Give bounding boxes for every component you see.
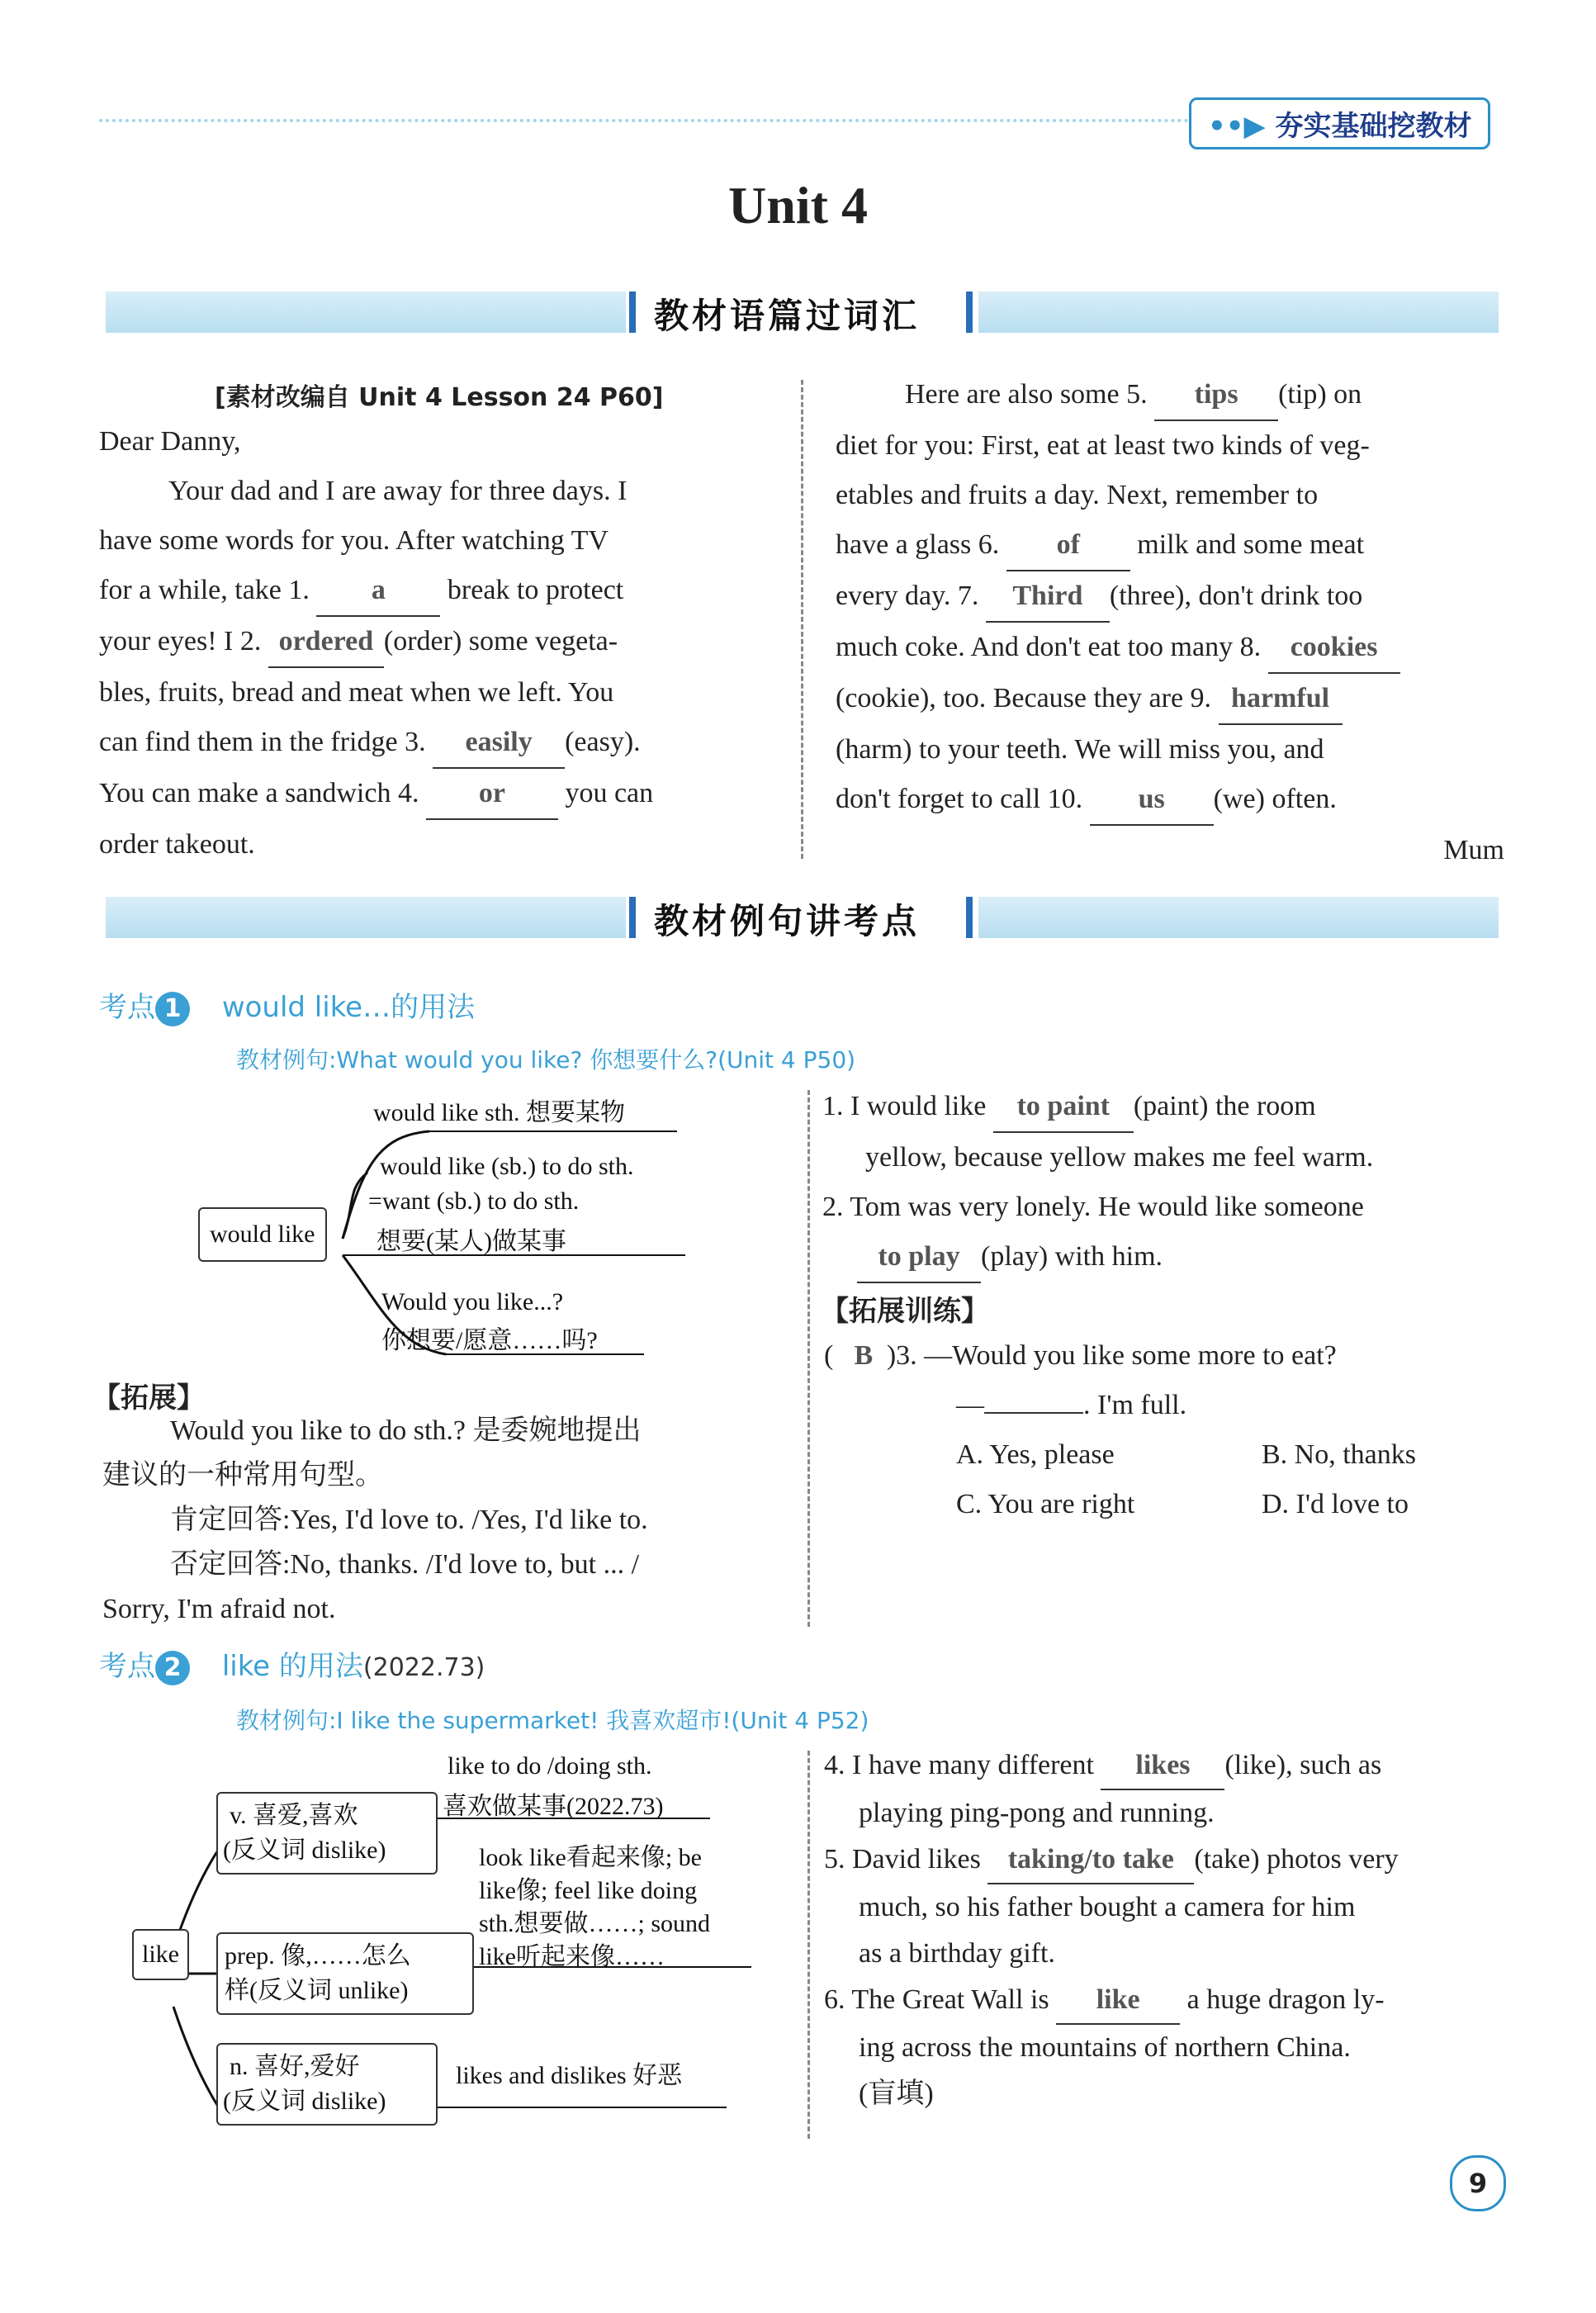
mindmap2-prep-b: like像; feel like doing [479, 1877, 698, 1904]
noun-antonym: (反义词 dislike) [223, 2088, 386, 2115]
text: (we) often. [1213, 784, 1337, 814]
letter-line [836, 421, 1513, 471]
question-3-reply [824, 1381, 1518, 1430]
answer-blank: us [1090, 775, 1214, 826]
letter-left [99, 467, 768, 870]
kaodian2-questions [824, 1742, 1518, 2117]
mindmap2-verb-box [216, 1792, 438, 1875]
question-4 [824, 1742, 1518, 1790]
header-dotted-rule [99, 119, 1189, 122]
letter-line [99, 516, 768, 566]
paren: ) [886, 1340, 897, 1371]
letter-line [836, 623, 1513, 674]
text: 5. David likes [824, 1844, 981, 1875]
column-divider [807, 1090, 810, 1627]
section1-band-right [978, 291, 1499, 333]
answer-blank: cookies [1268, 623, 1400, 674]
text: don't forget to call 10. [836, 784, 1083, 814]
mindmap2-verb-a: like to do /doing sth. [448, 1752, 652, 1780]
text: (like), such as [1224, 1750, 1382, 1780]
text: (take) photos very [1194, 1844, 1399, 1875]
mindmap1-branch1: would like sth. 想要某物 [373, 1099, 625, 1126]
section1-title: 教材语篇过词汇 [654, 296, 921, 336]
header-tag-text: 夯实基础挖教材 [1275, 110, 1472, 143]
text: every day. 7. [836, 581, 979, 611]
section2-title: 教材例句讲考点 [654, 901, 921, 941]
verb-meaning: v. 喜爱,喜欢 [230, 1802, 358, 1829]
extension-line: 肯定回答:Yes, I'd love to. /Yes, I'd like to. [170, 1505, 648, 1535]
page-number: 9 [1468, 2168, 1488, 2199]
mindmap1-branch2a: would like (sb.) to do sth. [380, 1153, 634, 1180]
question-1 [822, 1082, 1516, 1133]
mindmap1-branch3b: 你想要/愿意……吗? [381, 1327, 598, 1354]
verb-antonym: (反义词 dislike) [223, 1837, 386, 1864]
text: order takeout. [99, 829, 255, 860]
question-6 [824, 1977, 1518, 2025]
answer-blank: tips [1154, 370, 1278, 421]
text: bles, fruits, bread and meat when we left. You [99, 677, 614, 708]
options-row [824, 1430, 1518, 1480]
mindmap1-center: would like [198, 1207, 327, 1262]
page-title: Unit 4 [728, 176, 868, 235]
prep-antonym: 样(反义词 unlike) [225, 1977, 409, 2004]
question-2: 2. Tom was very lonely. He would like someone [822, 1192, 1364, 1222]
letter-line [836, 520, 1513, 571]
option-c: C. You are right [956, 1489, 1135, 1519]
letter-line [99, 820, 768, 870]
text: 4. I have many different [824, 1750, 1094, 1780]
section2-band-right [978, 897, 1499, 938]
kaodian-topic: like 的用法 [221, 1650, 363, 1683]
text: — [956, 1390, 984, 1420]
text: (three), don't drink too [1109, 581, 1363, 611]
answer-blank: easily [433, 718, 565, 769]
extension-heading: 【拓展】 [92, 1382, 205, 1415]
text: etables and fruits a day. Next, remember to [836, 480, 1319, 510]
text: You can make a sandwich 4. [99, 778, 419, 808]
question-5-cont: as a birthday gift. [859, 1938, 1055, 1969]
text: a huge dragon ly- [1186, 1984, 1385, 2015]
kaodian-label: 考点 [99, 991, 155, 1024]
answer-blank: to play [857, 1232, 981, 1283]
text: (play) with him. [981, 1241, 1163, 1272]
text: break to protect [447, 575, 624, 605]
letter-right [836, 370, 1513, 875]
signature: Mum [1443, 835, 1504, 865]
section2-band-left [106, 897, 626, 938]
letter-line [836, 674, 1513, 725]
page-number-badge [1450, 2155, 1506, 2211]
letter-line [836, 725, 1513, 775]
salutation: Dear Danny, [99, 426, 241, 457]
question-4-cont: playing ping-pong and running. [859, 1798, 1215, 1828]
column-divider [807, 1751, 810, 2139]
text: . I'm full. [1083, 1390, 1187, 1420]
kaodian2-example: 教材例句:I like the supermarket! 我喜欢超市!(Unit 4 P52) [236, 1707, 869, 1734]
mindmap2-center: like [132, 1929, 189, 1980]
text: (paint) the room [1133, 1091, 1316, 1121]
options-row [824, 1480, 1518, 1529]
text: 1. I would like [822, 1091, 987, 1121]
play-arrow-icon: ••▶ [1208, 110, 1266, 143]
section2-bar-left [629, 897, 636, 938]
mindmap2-prep-a: look like看起来像; be [479, 1844, 702, 1871]
question-3-line [824, 1331, 1518, 1381]
extension-text [102, 1409, 796, 1632]
mindmap2-noun-box [216, 2043, 438, 2126]
letter-line [836, 571, 1513, 623]
text: for a while, take 1. [99, 575, 310, 605]
kaodian-label: 考点 [99, 1650, 155, 1683]
kaodian2-heading [99, 1643, 485, 1685]
section1-bar-right [966, 291, 973, 333]
question-6-cont: (盲填) [859, 2078, 934, 2109]
text: much coke. And don't eat too many 8. [836, 632, 1262, 662]
question-1-cont: yellow, because yellow makes me feel warm. [865, 1142, 1374, 1173]
text: you can [565, 778, 654, 808]
question-5 [824, 1837, 1518, 1884]
mindmap1-branch2b: =want (sb.) to do sth. [368, 1187, 580, 1215]
extension-line: Sorry, I'm afraid not. [102, 1594, 336, 1624]
choice-answer: B [854, 1340, 874, 1371]
letter-line [99, 566, 768, 617]
section1-band-left [106, 291, 626, 333]
extension-line: 建议的一种常用句型。 [102, 1460, 383, 1491]
letter-line [99, 467, 768, 516]
text: Your dad and I are away for three days. I [168, 476, 628, 506]
extension-line: 否定回答:No, thanks. /I'd love to, but ... / [170, 1549, 640, 1580]
text: can find them in the fridge 3. [99, 727, 426, 757]
extension-line: Would you like to do sth.? 是委婉地提出 [170, 1415, 642, 1446]
text: your eyes! I 2. [99, 626, 262, 656]
section1-source: [素材改编自 Unit 4 Lesson 24 P60] [215, 383, 664, 412]
prep-meaning: prep. 像,……怎么 [225, 1942, 411, 1969]
answer-blank: or [426, 769, 558, 820]
text: diet for you: First, eat at least two kinds of veg- [836, 430, 1370, 461]
text: (tip) on [1278, 379, 1362, 410]
text: have some words for you. After watching TV [99, 525, 609, 556]
letter-line [99, 617, 768, 668]
option-d: D. I'd love to [1262, 1489, 1409, 1519]
text: (order) some vegeta- [383, 626, 618, 656]
text: 6. The Great Wall is [824, 1984, 1049, 2015]
mindmap1-branch2c: 想要(某人)做某事 [377, 1228, 566, 1255]
answer-blank: of [1006, 520, 1130, 571]
section1-bar-left [629, 291, 636, 333]
answer-blank: ordered [268, 617, 384, 668]
mindmap2-verb-b: 喜欢做某事(2022.73) [443, 1793, 664, 1820]
question-5-cont: much, so his father bought a camera for him [859, 1892, 1356, 1922]
text: (cookie), too. Because they are 9. [836, 683, 1212, 713]
mindmap2-prep-box [216, 1932, 474, 2015]
letter-line [836, 370, 1513, 421]
mindmap2-prep-c: sth.想要做……; sound [479, 1910, 711, 1937]
mindmap1-branch3a: Would you like...? [381, 1288, 564, 1315]
text: (easy). [565, 727, 641, 757]
number-badge: 2 [155, 1651, 190, 1685]
letter-line [99, 718, 768, 769]
question-6-cont: ing across the mountains of northern China. [859, 2032, 1351, 2063]
noun-meaning: n. 喜好,爱好 [230, 2053, 360, 2080]
answer-blank: a [316, 566, 440, 617]
answer-blank: taking/to take [987, 1837, 1194, 1884]
text: milk and some meat [1137, 529, 1365, 560]
section2-bar-right [966, 897, 973, 938]
letter-line [99, 668, 768, 718]
paren: ( [824, 1340, 834, 1371]
answer-blank: harmful [1219, 674, 1343, 725]
kaodian-topic: would like…的用法 [221, 991, 476, 1024]
kaodian1-questions [822, 1082, 1516, 1283]
letter-line [836, 471, 1513, 520]
exam-year: (2022.73) [362, 1653, 485, 1682]
text: have a glass 6. [836, 529, 1000, 560]
question-3 [824, 1331, 1518, 1529]
number-badge: 1 [155, 992, 190, 1026]
text: Here are also some 5. [905, 379, 1148, 410]
kaodian1-example: 教材例句:What would you like? 你想要什么?(Unit 4 P50) [236, 1046, 856, 1074]
header-tag [1189, 97, 1490, 149]
answer-blank: likes [1101, 1742, 1224, 1790]
question-2-cont [822, 1232, 1516, 1283]
answer-blank: like [1056, 1977, 1180, 2025]
letter-line [836, 775, 1513, 826]
text: (harm) to your teeth. We will miss you, and [836, 734, 1324, 765]
mindmap2-prep-d: like听起来像…… [479, 1943, 665, 1970]
option-b: B. No, thanks [1262, 1439, 1416, 1470]
option-a: A. Yes, please [956, 1439, 1115, 1470]
kaodian1-heading [99, 984, 475, 1026]
training-heading: 【拓展训练】 [821, 1295, 989, 1328]
answer-blank: Third [986, 571, 1110, 623]
column-divider [801, 380, 803, 859]
answer-blank: to paint [993, 1082, 1134, 1133]
text: 3. —Would you like some more to eat? [896, 1340, 1337, 1371]
letter-line [99, 769, 768, 820]
mindmap2-noun-a: likes and dislikes 好恶 [456, 2062, 683, 2089]
